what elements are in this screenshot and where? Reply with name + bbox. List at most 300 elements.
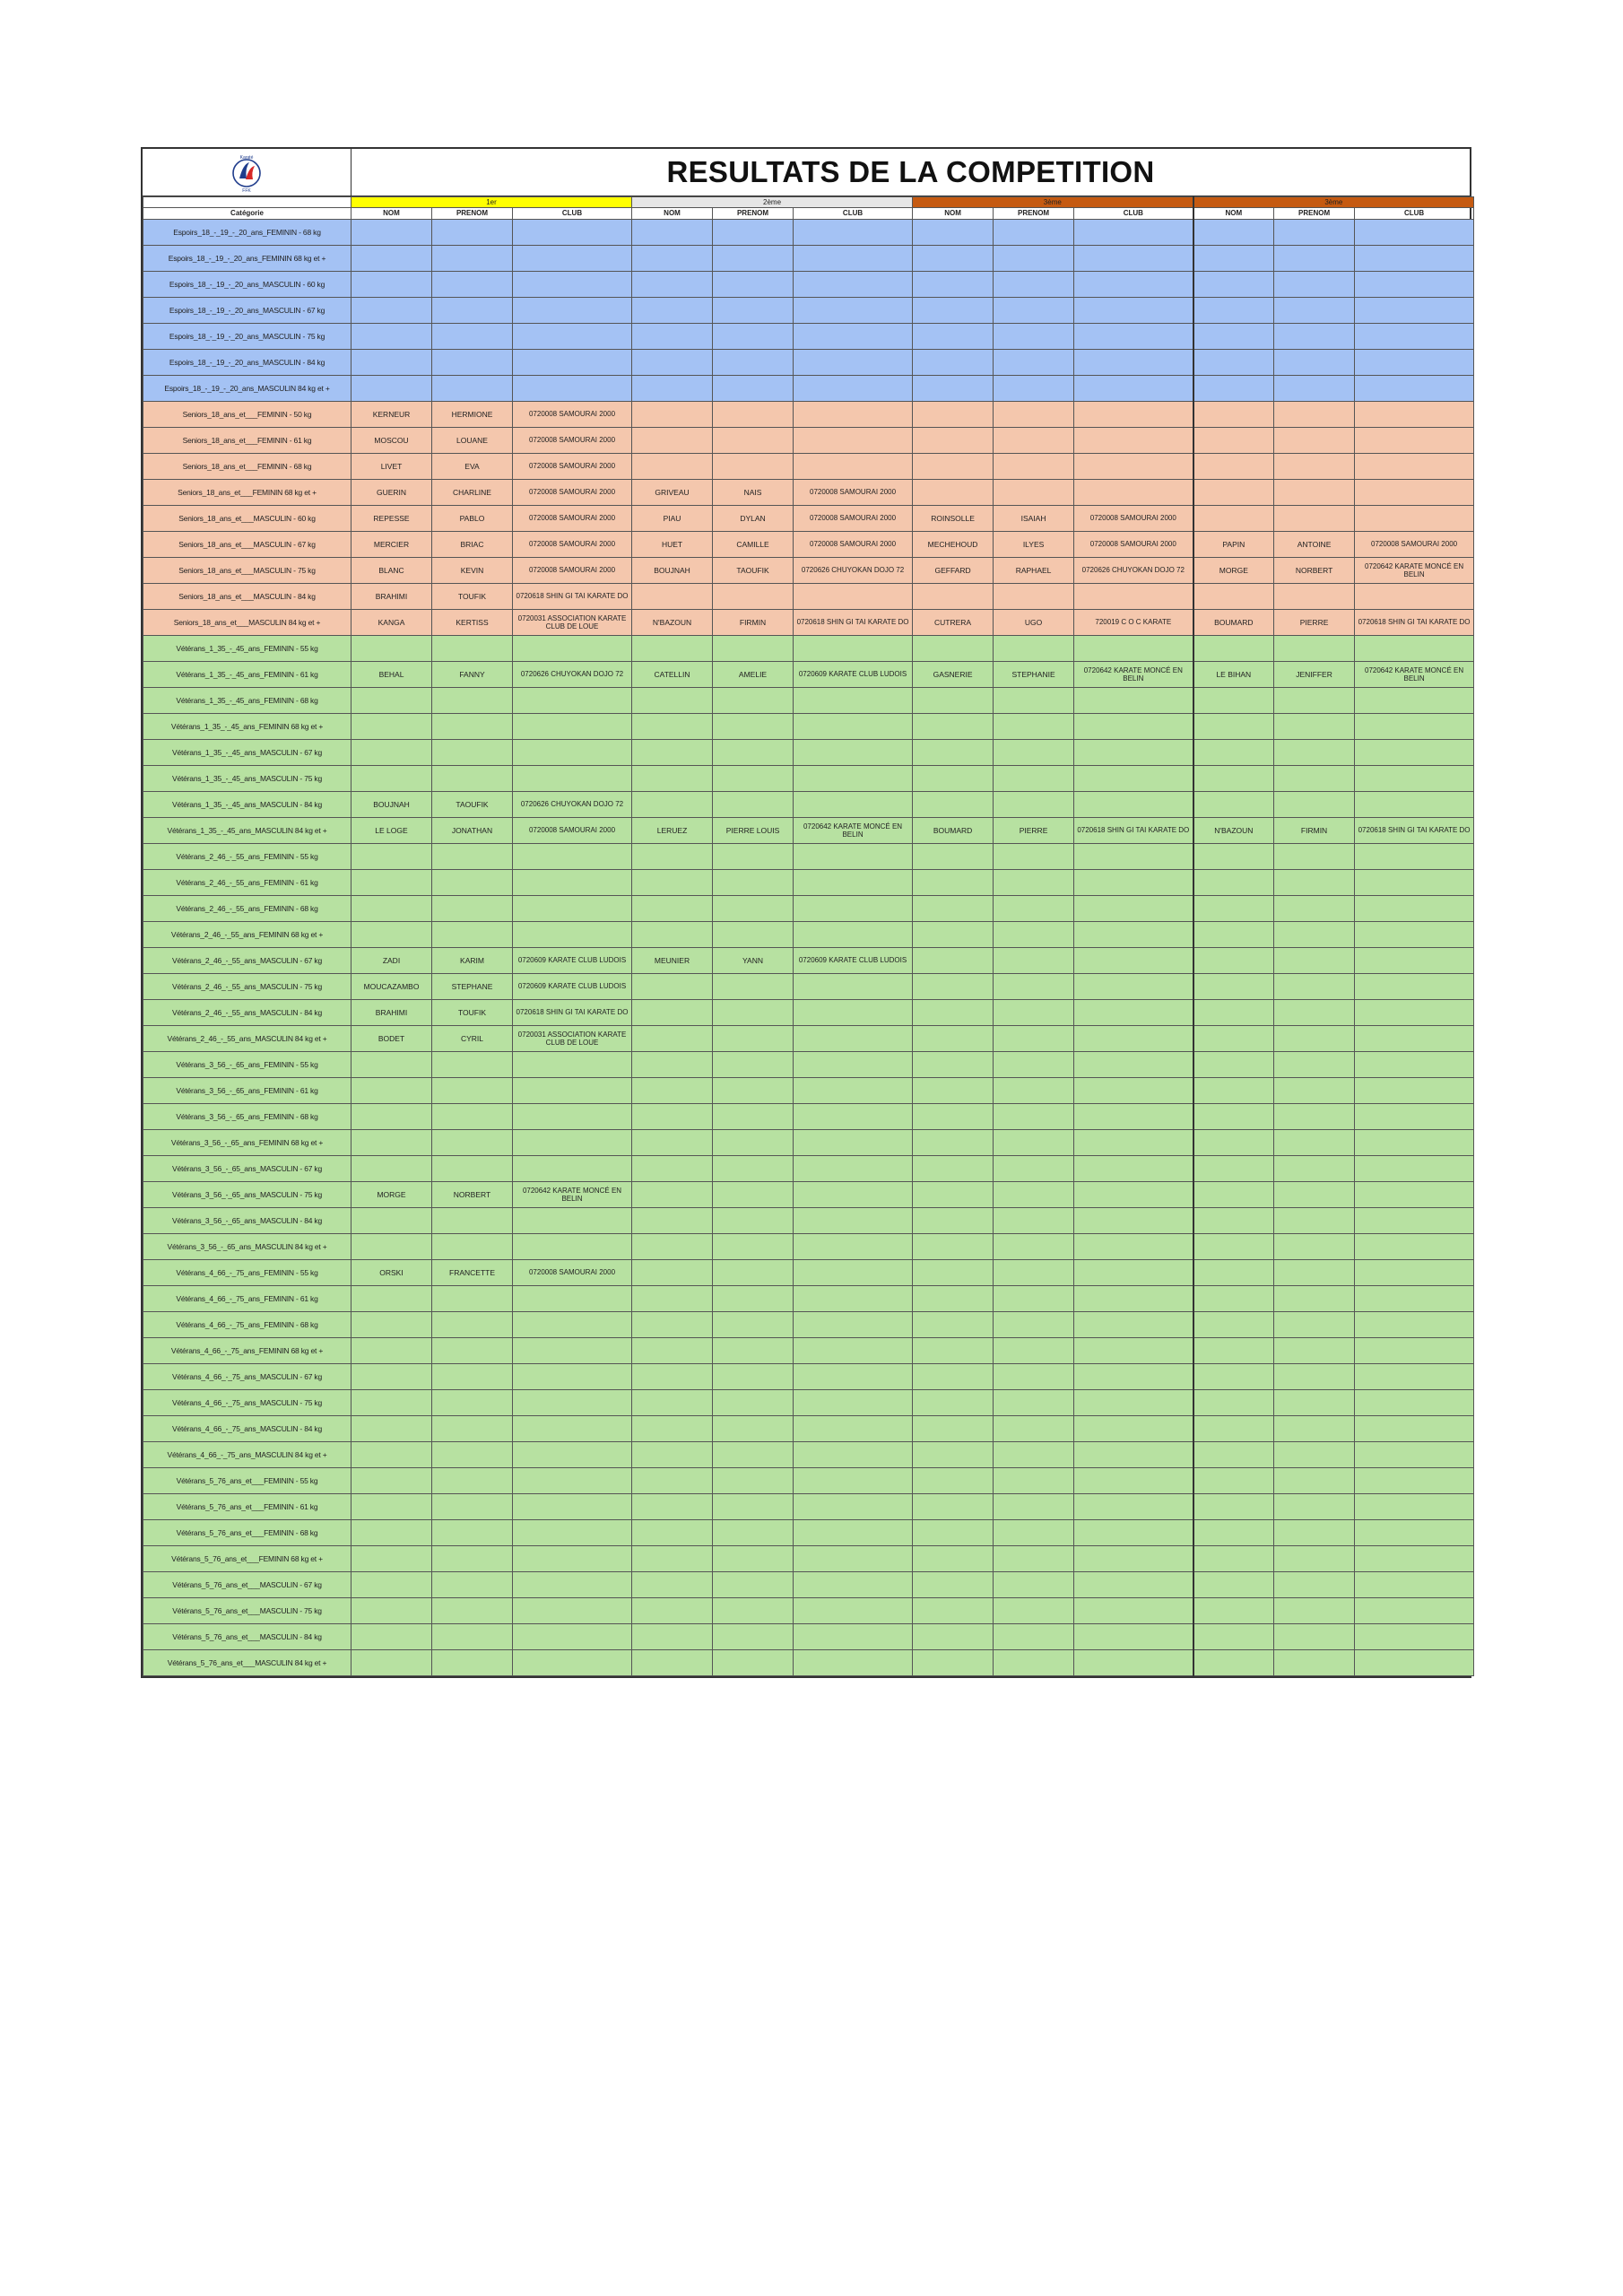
- nom-cell: [913, 636, 994, 662]
- nom-cell: [1193, 1520, 1274, 1546]
- club-cell: [513, 844, 632, 870]
- prenom-cell: [432, 1598, 513, 1624]
- club-cell: 0720618 SHIN GI TAI KARATE DO: [1355, 818, 1474, 844]
- club-cell: [794, 1624, 913, 1650]
- prenom-cell: DYLAN: [713, 506, 794, 532]
- nom-cell: [1193, 688, 1274, 714]
- nom-cell: [632, 896, 713, 922]
- prenom-cell: TOUFIK: [432, 1000, 513, 1026]
- prenom-cell: [1274, 454, 1355, 480]
- nom-cell: BOUJNAH: [352, 792, 432, 818]
- table-row: [143, 1468, 1474, 1494]
- nom-cell: [632, 870, 713, 896]
- nom-cell: [352, 1208, 432, 1234]
- nom-cell: [913, 1286, 994, 1312]
- nom-cell: [352, 766, 432, 792]
- nom-cell: [632, 1286, 713, 1312]
- nom-cell: BRAHIMI: [352, 584, 432, 610]
- club-cell: [513, 1520, 632, 1546]
- club-cell: [794, 1260, 913, 1286]
- club-cell: [794, 1026, 913, 1052]
- prenom-cell: [994, 974, 1074, 1000]
- nom-cell: [913, 1468, 994, 1494]
- nom-cell: [913, 870, 994, 896]
- club-cell: [1355, 1234, 1474, 1260]
- nom-cell: [1193, 454, 1274, 480]
- prenom-cell: [713, 1156, 794, 1182]
- prenom-cell: [994, 1390, 1074, 1416]
- nom-cell: [913, 922, 994, 948]
- prenom-cell: [432, 1234, 513, 1260]
- prenom-cell: [713, 1286, 794, 1312]
- club-cell: [1355, 1026, 1474, 1052]
- club-cell: [794, 1364, 913, 1390]
- club-cell: [1355, 350, 1474, 376]
- prenom-cell: HERMIONE: [432, 402, 513, 428]
- nom-cell: [1193, 1104, 1274, 1130]
- prenom-cell: [713, 922, 794, 948]
- prenom-cell: [1274, 844, 1355, 870]
- club-cell: [513, 220, 632, 246]
- club-cell: [1074, 870, 1193, 896]
- prenom-cell: [713, 1338, 794, 1364]
- prenom-cell: [1274, 402, 1355, 428]
- club-cell: [513, 1234, 632, 1260]
- prenom-cell: [713, 1442, 794, 1468]
- prenom-cell: [713, 454, 794, 480]
- prenom-cell: [713, 324, 794, 350]
- club-cell: [1355, 766, 1474, 792]
- prenom-cell: [994, 480, 1074, 506]
- club-cell: 0720008 SAMOURAI 2000: [513, 506, 632, 532]
- nom-cell: [1193, 974, 1274, 1000]
- nom-cell: [352, 1338, 432, 1364]
- prenom-cell: [1274, 1000, 1355, 1026]
- prenom-cell: [994, 402, 1074, 428]
- club-cell: [794, 1000, 913, 1026]
- club-cell: [794, 1156, 913, 1182]
- nom-cell: [1193, 1286, 1274, 1312]
- table-row: [143, 532, 1474, 558]
- category-cell: Vétérans_3_56_-_65_ans_FEMININ - 55 kg: [143, 1052, 352, 1078]
- club-cell: [1074, 1624, 1193, 1650]
- prenom-cell: [994, 948, 1074, 974]
- category-cell: Seniors_18_ans_et___FEMININ - 50 kg: [143, 402, 352, 428]
- club-cell: [513, 688, 632, 714]
- club-cell: [1355, 1286, 1474, 1312]
- nom-cell: [913, 1078, 994, 1104]
- prenom-cell: [713, 1624, 794, 1650]
- nom-cell: [352, 1078, 432, 1104]
- prenom-cell: [994, 298, 1074, 324]
- prenom-cell: [432, 688, 513, 714]
- nom-cell: [913, 376, 994, 402]
- table-row: [143, 610, 1474, 636]
- club-cell: [1074, 402, 1193, 428]
- nom-cell: [913, 402, 994, 428]
- prenom-cell: [713, 1052, 794, 1078]
- club-cell: 0720609 KARATE CLUB LUDOIS: [794, 948, 913, 974]
- nom-cell: [913, 792, 994, 818]
- nom-cell: [632, 220, 713, 246]
- club-cell: [794, 740, 913, 766]
- category-cell: Vétérans_3_56_-_65_ans_FEMININ - 68 kg: [143, 1104, 352, 1130]
- club-cell: [1355, 1130, 1474, 1156]
- prenom-cell: [1274, 1572, 1355, 1598]
- nom-cell: [1193, 324, 1274, 350]
- prenom-cell: [713, 220, 794, 246]
- nom-cell: [352, 1546, 432, 1572]
- nom-cell: [1193, 1208, 1274, 1234]
- club-cell: [1074, 1026, 1193, 1052]
- table-row: [143, 948, 1474, 974]
- club-cell: [1074, 1130, 1193, 1156]
- prenom-header: PRENOM: [994, 208, 1074, 220]
- category-cell: Vétérans_5_76_ans_et___FEMININ - 61 kg: [143, 1494, 352, 1520]
- prenom-cell: [994, 792, 1074, 818]
- club-cell: [794, 298, 913, 324]
- club-cell: [1074, 1182, 1193, 1208]
- table-row: [143, 1520, 1474, 1546]
- nom-cell: [352, 1468, 432, 1494]
- club-cell: [1074, 376, 1193, 402]
- club-cell: [794, 1234, 913, 1260]
- prenom-cell: [994, 1416, 1074, 1442]
- prenom-cell: [713, 1650, 794, 1676]
- club-cell: [1355, 896, 1474, 922]
- nom-cell: [913, 1182, 994, 1208]
- nom-cell: [913, 350, 994, 376]
- nom-cell: [352, 1234, 432, 1260]
- nom-cell: [1193, 480, 1274, 506]
- club-cell: [794, 220, 913, 246]
- prenom-cell: FIRMIN: [713, 610, 794, 636]
- category-cell: Vétérans_4_66_-_75_ans_FEMININ - 68 kg: [143, 1312, 352, 1338]
- club-cell: [794, 844, 913, 870]
- club-cell: 0720008 SAMOURAI 2000: [513, 1260, 632, 1286]
- prenom-cell: [432, 1052, 513, 1078]
- prenom-cell: [713, 1468, 794, 1494]
- club-cell: [794, 1104, 913, 1130]
- nom-cell: PIAU: [632, 506, 713, 532]
- club-cell: 0720609 KARATE CLUB LUDOIS: [513, 974, 632, 1000]
- club-cell: [1355, 1182, 1474, 1208]
- nom-cell: [913, 948, 994, 974]
- nom-cell: HUET: [632, 532, 713, 558]
- nom-cell: MERCIER: [352, 532, 432, 558]
- prenom-cell: [432, 1104, 513, 1130]
- club-cell: 0720642 KARATE MONCÉ EN BELIN: [1355, 558, 1474, 584]
- category-cell: Vétérans_4_66_-_75_ans_FEMININ - 55 kg: [143, 1260, 352, 1286]
- nom-cell: BRAHIMI: [352, 1000, 432, 1026]
- prenom-cell: [713, 246, 794, 272]
- prenom-cell: JENIFFER: [1274, 662, 1355, 688]
- nom-cell: KERNEUR: [352, 402, 432, 428]
- prenom-cell: [1274, 766, 1355, 792]
- club-cell: [794, 1052, 913, 1078]
- page-title: RESULTATS DE LA COMPETITION: [666, 155, 1155, 188]
- prenom-cell: [994, 1338, 1074, 1364]
- prenom-cell: [1274, 350, 1355, 376]
- category-cell: Seniors_18_ans_et___MASCULIN 84 kg et +: [143, 610, 352, 636]
- club-cell: [1355, 506, 1474, 532]
- club-cell: [1074, 246, 1193, 272]
- table-row: [143, 1572, 1474, 1598]
- nom-cell: [1193, 1260, 1274, 1286]
- club-cell: 0720626 CHUYOKAN DOJO 72: [513, 662, 632, 688]
- club-cell: [513, 1130, 632, 1156]
- club-cell: [794, 584, 913, 610]
- prenom-cell: KEVIN: [432, 558, 513, 584]
- nom-cell: [352, 246, 432, 272]
- club-cell: [1355, 870, 1474, 896]
- nom-cell: [913, 1364, 994, 1390]
- prenom-cell: [1274, 1468, 1355, 1494]
- prenom-cell: [713, 740, 794, 766]
- nom-cell: MORGE: [1193, 558, 1274, 584]
- table-row: [143, 376, 1474, 402]
- columns-row: [143, 208, 1474, 220]
- nom-cell: MOUCAZAMBO: [352, 974, 432, 1000]
- nom-cell: [913, 1260, 994, 1286]
- club-cell: [1355, 974, 1474, 1000]
- prenom-cell: [432, 324, 513, 350]
- club-cell: [513, 1208, 632, 1234]
- club-cell: 0720008 SAMOURAI 2000: [794, 532, 913, 558]
- club-cell: 0720626 CHUYOKAN DOJO 72: [513, 792, 632, 818]
- club-cell: [794, 896, 913, 922]
- nom-cell: [352, 1572, 432, 1598]
- prenom-cell: KERTISS: [432, 610, 513, 636]
- club-cell: [513, 740, 632, 766]
- prenom-cell: [994, 324, 1074, 350]
- nom-cell: [352, 714, 432, 740]
- prenom-cell: JONATHAN: [432, 818, 513, 844]
- table-row: [143, 1338, 1474, 1364]
- nom-cell: BEHAL: [352, 662, 432, 688]
- prenom-cell: [432, 298, 513, 324]
- club-cell: [1074, 1546, 1193, 1572]
- prenom-cell: [994, 1078, 1074, 1104]
- nom-cell: [1193, 1442, 1274, 1468]
- club-cell: [1355, 1416, 1474, 1442]
- prenom-cell: [432, 1364, 513, 1390]
- prenom-cell: [1274, 870, 1355, 896]
- prenom-cell: [1274, 584, 1355, 610]
- club-cell: [1355, 324, 1474, 350]
- prenom-cell: [1274, 1650, 1355, 1676]
- prenom-cell: [1274, 974, 1355, 1000]
- place-3b-header: 3ème: [1193, 197, 1474, 208]
- table-row: [143, 922, 1474, 948]
- category-cell: Vétérans_1_35_-_45_ans_FEMININ 68 kg et +: [143, 714, 352, 740]
- club-cell: [1355, 1338, 1474, 1364]
- nom-cell: [913, 1390, 994, 1416]
- table-row: [143, 636, 1474, 662]
- places-blank-cell: [143, 197, 352, 208]
- club-cell: [794, 246, 913, 272]
- club-cell: [1074, 1364, 1193, 1390]
- category-cell: Vétérans_3_56_-_65_ans_FEMININ - 61 kg: [143, 1078, 352, 1104]
- prenom-cell: [994, 584, 1074, 610]
- table-row: [143, 1000, 1474, 1026]
- club-cell: [794, 1546, 913, 1572]
- prenom-cell: [432, 1416, 513, 1442]
- club-cell: [794, 792, 913, 818]
- prenom-cell: [713, 1078, 794, 1104]
- prenom-cell: [1274, 220, 1355, 246]
- prenom-cell: [994, 1520, 1074, 1546]
- nom-cell: [632, 272, 713, 298]
- nom-cell: [1193, 792, 1274, 818]
- club-cell: [1355, 1624, 1474, 1650]
- club-cell: [1355, 298, 1474, 324]
- category-cell: Seniors_18_ans_et___MASCULIN - 67 kg: [143, 532, 352, 558]
- nom-cell: LE BIHAN: [1193, 662, 1274, 688]
- club-cell: [513, 714, 632, 740]
- prenom-cell: [1274, 1182, 1355, 1208]
- nom-cell: [352, 1520, 432, 1546]
- club-cell: 0720008 SAMOURAI 2000: [513, 558, 632, 584]
- nom-cell: [1193, 1390, 1274, 1416]
- club-cell: [1074, 272, 1193, 298]
- prenom-cell: [994, 246, 1074, 272]
- nom-cell: [632, 428, 713, 454]
- club-cell: [1355, 1104, 1474, 1130]
- nom-cell: [632, 1442, 713, 1468]
- category-cell: Seniors_18_ans_et___FEMININ - 68 kg: [143, 454, 352, 480]
- club-cell: [794, 272, 913, 298]
- club-cell: [794, 870, 913, 896]
- club-cell: [794, 376, 913, 402]
- title-cell: [352, 149, 1470, 196]
- nom-cell: BLANC: [352, 558, 432, 584]
- table-row: [143, 1104, 1474, 1130]
- prenom-cell: STEPHANIE: [994, 662, 1074, 688]
- prenom-header: PRENOM: [432, 208, 513, 220]
- prenom-cell: [994, 1624, 1074, 1650]
- prenom-cell: PABLO: [432, 506, 513, 532]
- category-cell: Vétérans_1_35_-_45_ans_MASCULIN 84 kg et +: [143, 818, 352, 844]
- nom-cell: [1193, 584, 1274, 610]
- category-cell: Espoirs_18_-_19_-_20_ans_MASCULIN 84 kg et +: [143, 376, 352, 402]
- category-cell: Vétérans_1_35_-_45_ans_MASCULIN - 84 kg: [143, 792, 352, 818]
- table-row: [143, 1078, 1474, 1104]
- club-cell: [513, 636, 632, 662]
- club-cell: [1355, 1494, 1474, 1520]
- club-cell: [1074, 324, 1193, 350]
- nom-header: NOM: [913, 208, 994, 220]
- prenom-cell: [994, 1182, 1074, 1208]
- club-cell: [1355, 584, 1474, 610]
- prenom-cell: [713, 1000, 794, 1026]
- nom-cell: [1193, 298, 1274, 324]
- nom-cell: [1193, 402, 1274, 428]
- club-cell: [1074, 948, 1193, 974]
- club-cell: [1355, 792, 1474, 818]
- category-cell: Vétérans_4_66_-_75_ans_MASCULIN - 84 kg: [143, 1416, 352, 1442]
- nom-cell: [1193, 1052, 1274, 1078]
- nom-cell: N'BAZOUN: [632, 610, 713, 636]
- nom-cell: [913, 1598, 994, 1624]
- category-cell: Vétérans_1_35_-_45_ans_FEMININ - 61 kg: [143, 662, 352, 688]
- prenom-cell: [994, 1234, 1074, 1260]
- nom-cell: [352, 1286, 432, 1312]
- nom-cell: [632, 1416, 713, 1442]
- prenom-cell: CYRIL: [432, 1026, 513, 1052]
- category-cell: Vétérans_2_46_-_55_ans_FEMININ - 68 kg: [143, 896, 352, 922]
- prenom-cell: FRANCETTE: [432, 1260, 513, 1286]
- prenom-cell: NORBERT: [432, 1182, 513, 1208]
- nom-cell: [1193, 1312, 1274, 1338]
- club-cell: [1074, 1338, 1193, 1364]
- club-cell: [513, 298, 632, 324]
- club-cell: [513, 1468, 632, 1494]
- prenom-cell: [994, 740, 1074, 766]
- prenom-cell: [713, 1416, 794, 1442]
- club-cell: [794, 324, 913, 350]
- prenom-cell: [713, 350, 794, 376]
- club-header: CLUB: [1355, 208, 1474, 220]
- nom-cell: [352, 1598, 432, 1624]
- prenom-cell: [994, 1442, 1074, 1468]
- nom-cell: [352, 922, 432, 948]
- club-cell: [1074, 1416, 1193, 1442]
- prenom-cell: [994, 350, 1074, 376]
- prenom-cell: [432, 1546, 513, 1572]
- category-cell: Vétérans_1_35_-_45_ans_FEMININ - 55 kg: [143, 636, 352, 662]
- nom-cell: [913, 1520, 994, 1546]
- nom-cell: [352, 350, 432, 376]
- nom-cell: [1193, 948, 1274, 974]
- club-cell: [794, 454, 913, 480]
- nom-cell: [632, 298, 713, 324]
- prenom-cell: [432, 1468, 513, 1494]
- prenom-cell: [1274, 1052, 1355, 1078]
- nom-cell: [632, 376, 713, 402]
- prenom-cell: [1274, 1442, 1355, 1468]
- nom-cell: CUTRERA: [913, 610, 994, 636]
- nom-cell: [632, 1338, 713, 1364]
- prenom-cell: [1274, 1130, 1355, 1156]
- nom-cell: [352, 1416, 432, 1442]
- prenom-cell: [713, 298, 794, 324]
- club-cell: 0720642 KARATE MONCÉ EN BELIN: [794, 818, 913, 844]
- club-cell: [1074, 1000, 1193, 1026]
- nom-cell: [632, 1650, 713, 1676]
- club-cell: [1355, 714, 1474, 740]
- club-cell: [794, 1390, 913, 1416]
- nom-cell: [1193, 896, 1274, 922]
- club-cell: [513, 1442, 632, 1468]
- club-cell: [1355, 1546, 1474, 1572]
- club-cell: [794, 1338, 913, 1364]
- prenom-cell: [994, 1000, 1074, 1026]
- prenom-cell: KARIM: [432, 948, 513, 974]
- table-row: [143, 1494, 1474, 1520]
- prenom-cell: [1274, 1598, 1355, 1624]
- nom-cell: [632, 1000, 713, 1026]
- category-cell: Vétérans_5_76_ans_et___FEMININ 68 kg et +: [143, 1546, 352, 1572]
- club-cell: [513, 1364, 632, 1390]
- prenom-cell: PIERRE LOUIS: [713, 818, 794, 844]
- nom-cell: GASNERIE: [913, 662, 994, 688]
- prenom-cell: [1274, 1624, 1355, 1650]
- prenom-cell: BRIAC: [432, 532, 513, 558]
- prenom-cell: [432, 1312, 513, 1338]
- club-cell: [1074, 1104, 1193, 1130]
- nom-cell: [352, 1624, 432, 1650]
